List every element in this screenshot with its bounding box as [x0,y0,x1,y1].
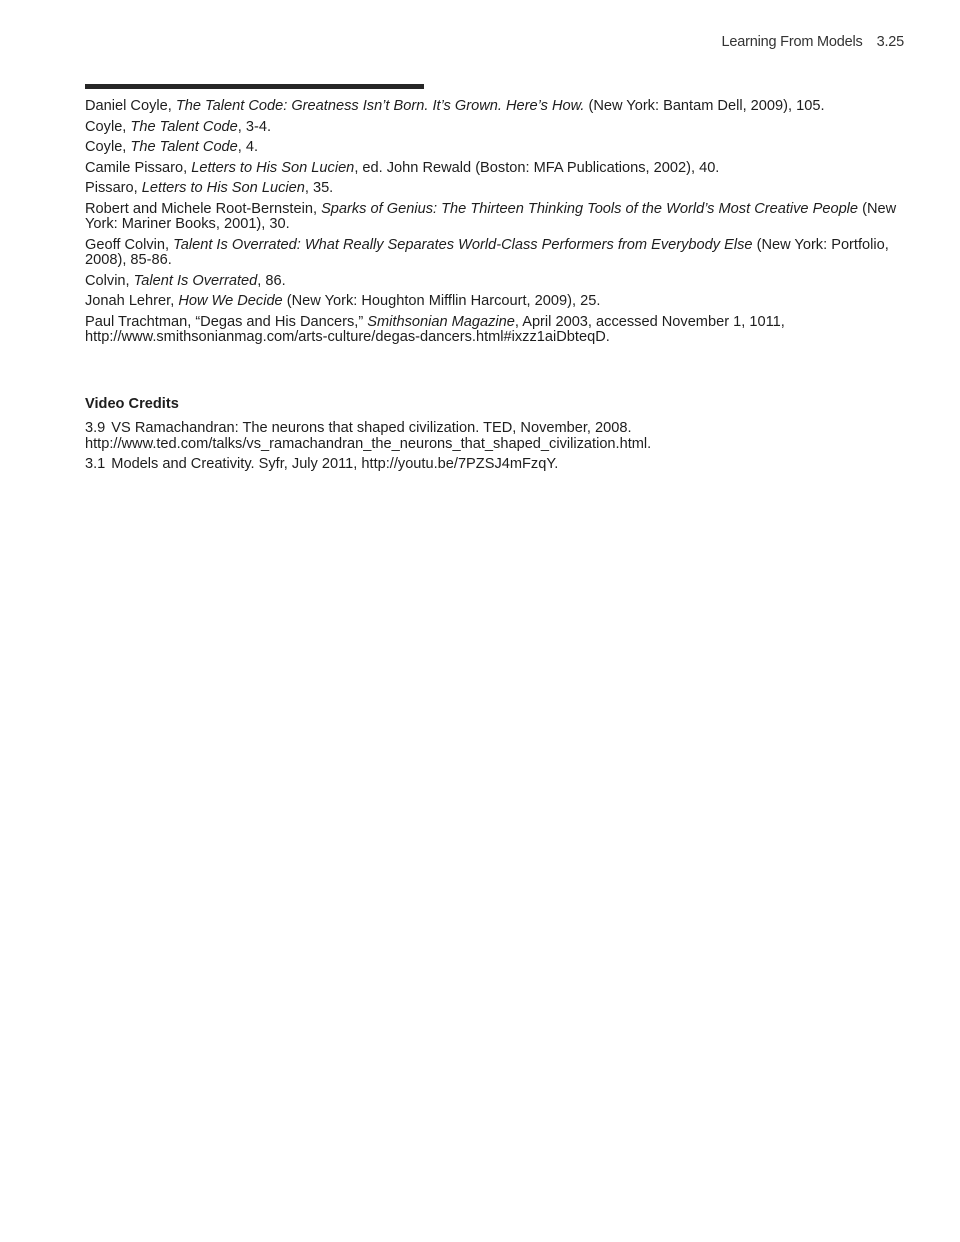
endnote: Colvin, Talent Is Overrated, 86. [85,272,286,289]
credit-text: VS Ramachandran: The neurons that shaped civilization. TED, November, 2008. http://www.ted.com/talks/vs_ramachandran_the_neurons_that_shaped_civilization.html. [85,420,652,452]
endnote: Coyle, The Talent Code, 3-4. [85,118,272,135]
video-credits-list [85,421,903,478]
endnote: Daniel Coyle, The Talent Code: Greatness Isn’t Born. It’s Grown. Here’s How. (New York: Bantam Dell, 2009), 105. [85,98,825,114]
endnotes-list [85,99,903,351]
endnote: Geoff Colvin, Talent Is Overrated: What Really Separates World-Class Performers from Everybody Else (New York: Portfolio, 2008), 85-86. [85,236,889,268]
work-title: Talent Is Overrated [133,272,258,289]
credit-number: 3.9 [85,420,106,436]
page-number: 3.25 [876,34,904,50]
section-rule [85,84,424,89]
running-head [722,34,905,50]
endnote: Pissaro, Letters to His Son Lucien, 35. [85,180,334,196]
work-title: Sparks of Genius: The Thirteen Thinking Tools of the World’s Most Creative People [321,200,859,217]
endnote: Camile Pissaro, Letters to His Son Lucien, ed. John Rewald (Boston: MFA Publications, 2002), 40. [85,159,720,176]
work-title: How We Decide [178,293,283,309]
work-title: The Talent Code [130,118,238,135]
credit-number: 3.1 [85,456,106,472]
work-title: Talent Is Overrated: What Really Separates World-Class Performers from Everybody Else [173,236,753,253]
running-title: Learning From Models [721,34,863,50]
work-title: Smithsonian Magazine [367,313,515,330]
endnote: Coyle, The Talent Code, 4. [85,139,259,155]
video-credit [85,421,903,452]
credit-text: Models and Creativity. Syfr, July 2011, http://youtu.be/7PZSJ4mFzqY. [111,456,559,472]
work-title: The Talent Code [130,139,238,155]
work-title: Letters to His Son Lucien [191,159,355,176]
work-title: The Talent Code: Greatness Isn’t Born. It’s Grown. Here’s How. [175,98,585,114]
endnote: Jonah Lehrer, How We Decide (New York: Houghton Mifflin Harcourt, 2009), 25. [85,293,601,309]
endnote: Robert and Michele Root-Bernstein, Sparks of Genius: The Thirteen Thinking Tools of the World’s Most Creative People (New York: Mariner Books, 2001), 30. [85,200,897,232]
work-title: Letters to His Son Lucien [141,180,305,196]
video-credit [85,457,903,473]
video-credits-heading: Video Credits [85,396,179,412]
endnote: Paul Trachtman, “Degas and His Dancers,” Smithsonian Magazine, April 2003, accessed November 1, 1011, http://www.smithsonianmag.com/arts-culture/degas-dancers.html#ixzz1aiDbteqD. [85,313,785,345]
